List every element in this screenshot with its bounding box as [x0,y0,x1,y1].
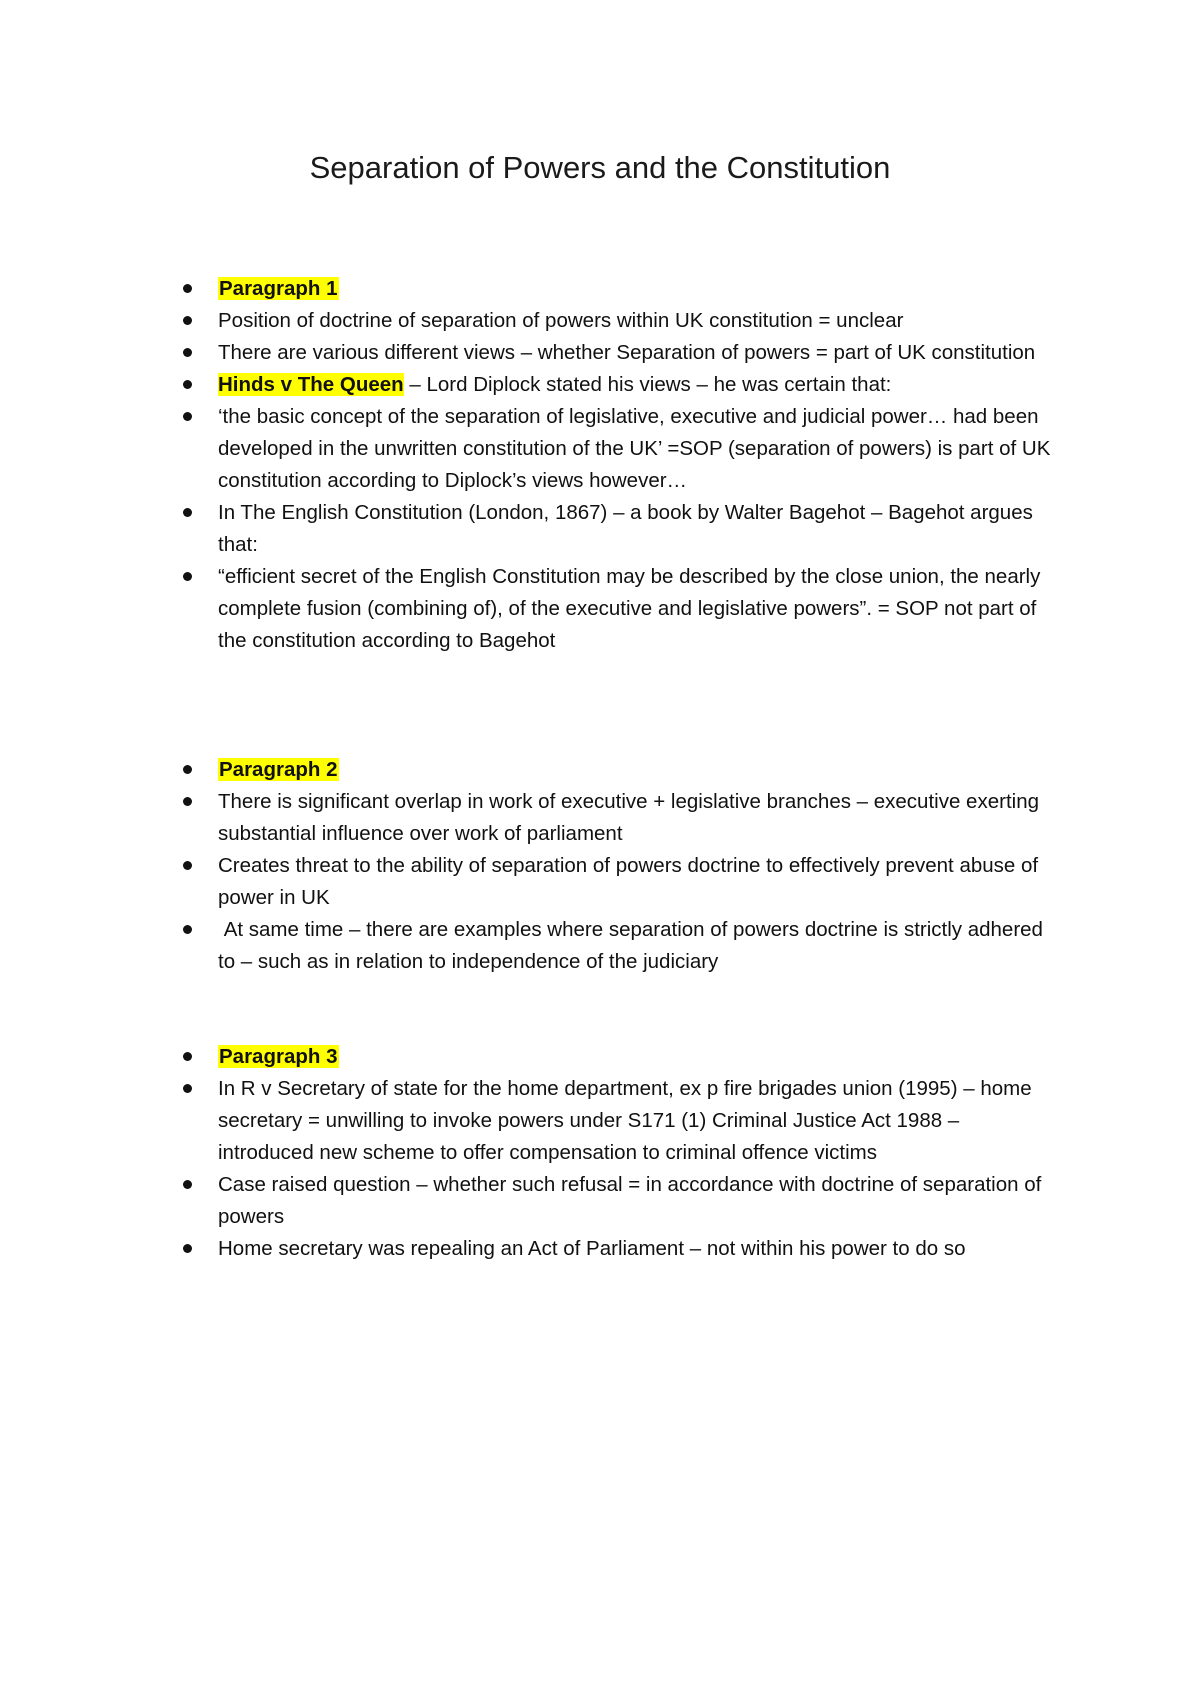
list-item [180,786,1060,850]
list-item [180,561,1060,657]
section-paragraph-2 [180,754,1060,978]
list-item-text: Creates threat to the ability of separation of powers doctrine to effectively prevent abuse of power in UK [218,854,1039,909]
bullet-icon [183,284,192,293]
bullet-icon [183,861,192,870]
bullet-icon [183,572,192,581]
bullet-icon [183,380,192,389]
bullet-icon [183,348,192,357]
bullet-icon [183,797,192,806]
list-item-text: There is significant overlap in work of executive + legislative branches – executive exerting substantial influence over work of parliament [218,790,1039,845]
list-item [180,305,1060,337]
list-item [180,273,1060,305]
bullet-icon [183,1084,192,1093]
list-item-text: At same time – there are examples where separation of powers doctrine is strictly adhered to – such as in relation to independence of the judiciary [218,918,1049,973]
section-heading: Paragraph 2 [219,758,338,781]
list-item-text: There are various different views – whether Separation of powers = part of UK constitution [218,341,1036,364]
bullet-icon [183,412,192,421]
list-item-text: Case raised question – whether such refusal = in accordance with doctrine of separation of powers [218,1173,1042,1228]
case-name: Hinds v The Queen [218,373,404,396]
bullet-icon [183,765,192,774]
list-item-text: ‘the basic concept of the separation of legislative, executive and judicial power… had been developed in the unwritten constitution of the UK’ =SOP (separation of powers) is part of UK constitution according to Diplock’s views however… [218,405,1051,492]
list-item [180,369,1060,401]
list-item [180,1233,1060,1265]
bullet-icon [183,1244,192,1253]
list-item [180,754,1060,786]
list-item [180,1041,1060,1073]
list-item-text: “efficient secret of the English Constitution may be described by the close union, the nearly complete fusion (combining of), of the executive and legislative powers”. = SOP not part of the constitution according to Bagehot [218,565,1041,652]
list-item [180,850,1060,914]
section-paragraph-3 [180,1041,1060,1265]
bullet-icon [183,508,192,517]
list-item-text: – Lord Diplock stated his views – he was certain that: [403,373,892,396]
list-item-text: In R v Secretary of state for the home department, ex p fire brigades union (1995) – home secretary = unwilling to invoke powers under S171 (1) Criminal Justice Act 1988 – introduced new scheme to offer compensation to criminal offence victims [218,1077,1032,1164]
section-heading: Paragraph 1 [219,277,338,300]
list-item-text: Position of doctrine of separation of powers within UK constitution = unclear [218,309,904,332]
list-item [180,337,1060,369]
section-heading: Paragraph 3 [219,1045,338,1068]
list-item-text: In The English Constitution (London, 1867) – a book by Walter Bagehot – Bagehot argues that: [218,501,1033,556]
list-item [180,497,1060,561]
bullet-icon [183,925,192,934]
bullet-icon [183,1180,192,1189]
list-item [180,1169,1060,1233]
bullet-icon [183,1052,192,1061]
section-paragraph-1 [180,273,1060,657]
document-title: Separation of Powers and the Constitution [309,150,891,185]
list-item [180,1073,1060,1169]
bullet-icon [183,316,192,325]
list-item [180,401,1060,497]
list-item [180,914,1060,978]
list-item-text: Home secretary was repealing an Act of Parliament – not within his power to do so [218,1237,966,1260]
